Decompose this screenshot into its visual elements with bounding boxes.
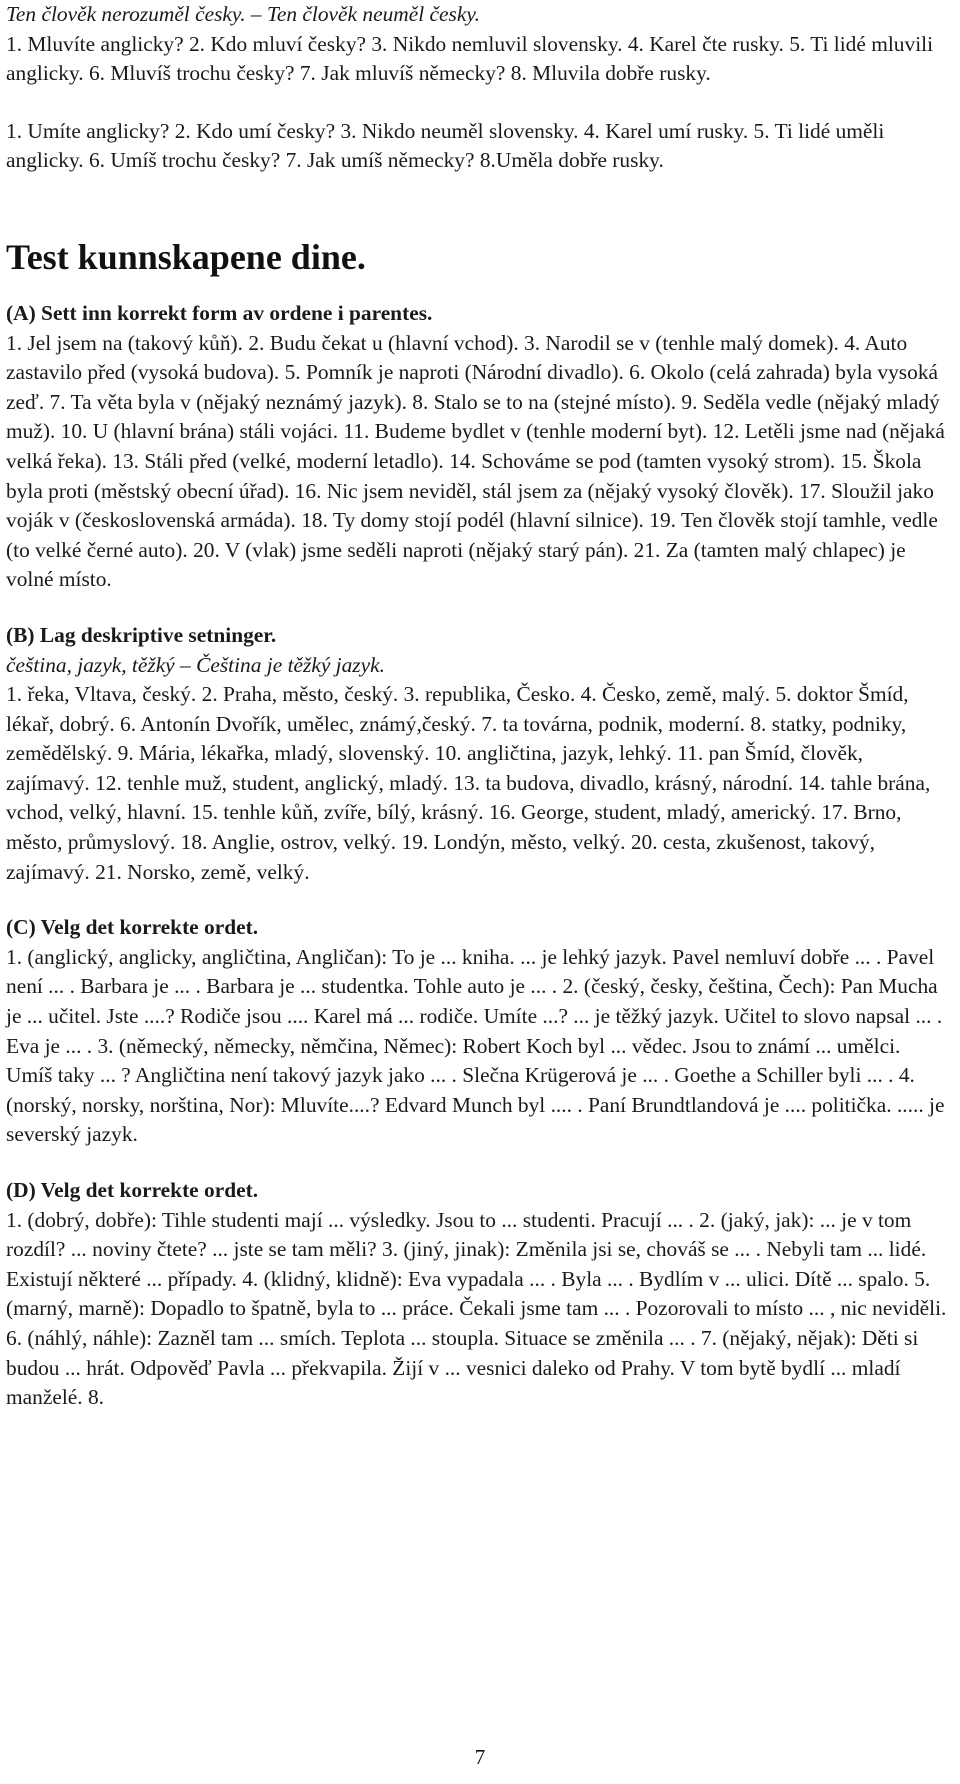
page-number: 7	[474, 1745, 486, 1769]
section-b-example: čeština, jazyk, těžký – Čeština je těžký jazyk.	[6, 652, 385, 677]
section-d-heading: (D) Velg det korrekte ordet.	[6, 1178, 259, 1202]
section-c-body: 1. (anglický, anglicky, angličtina, Angličan): To je ... kniha. ... je lehký jazyk. Pavel nemluví dobře ... . Pavel není ... . Barbara je ... . Barbara je ... studentka. Tohle auto je ... . 2. (český, česky, čeština, Čech): Pan Mucha je ... učitel. Jste ....? Rodiče jsou .... Karel má ... rodiče. Umíte ...? ... je těžký jazyk. Učitel to slovo napsal ... . Eva je ... . 3. (německý, německy, němčina, Němec): Robert Koch byl ... vědec. Jsou to známí ... umělci. Umíš taky ... ? Angličtina není takový jazyk jako ... . Slečna Krügerová je ... . Goethe a Schiller byli ... . 4. (norský, norsky, norština, Nor): Mluvíte....? Edvard Munch byl .... . Paní Brundtlandová je .... politička. ..... je severský jazyk.	[6, 944, 945, 1147]
intro-paragraph-umet: 1. Umíte anglicky? 2. Kdo umí česky? 3. Nikdo neuměl slovensky. 4. Karel umí rusky. 5. Ti lidé uměli anglicky. 6. Umíš trochu česky? 7. Jak umíš německy? 8.Uměla dobře rusky.	[6, 118, 885, 173]
document-page	[6, 0, 951, 1413]
intro-paragraph-mluvit: 1. Mluvíte anglicky? 2. Kdo mluví česky? 3. Nikdo nemluvil slovensky. 4. Karel čte rusky. 5. Ti lidé mluvili anglicky. 6. Mluvíš trochu česky? 7. Jak mluvíš německy? 8. Mluvila dobře rusky.	[6, 31, 934, 86]
section-a-body: 1. Jel jsem na (takový kůň). 2. Budu čekat u (hlavní vchod). 3. Narodil se v (tenhle malý domek). 4. Auto zastavilo před (vysoká budova). 5. Pomník je naproti (Národní divadlo). 6. Okolo (celá zahrada) byla vysoká zeď. 7. Ta věta byla v (nějaký neznámý jazyk). 8. Stalo se to na (stejné místo). 9. Seděla vedle (nějaký mladý muž). 10. U (hlavní brána) stáli vojáci. 11. Budeme bydlet v (tenhle moderní byt). 12. Letěli jsme nad (nějaká velká řeka). 13. Stáli před (velké, moderní letadlo). 14. Schováme se pod (tamten vysoký strom). 15. Škola byla proti (městský obecní úřad). 16. Nic jsem neviděl, stál jsem za (nějaký vysoký člověk). 17. Sloužil jako voják v (československá armáda). 18. Ty domy stojí podél (hlavní silnice). 19. Ten člověk stojí tamhle, vedle (to velké černé auto). 20. V (vlak) jsme seděli naproti (nějaký starý pán). 21. Za (tamten malý chlapec) je volné místo.	[6, 330, 945, 592]
intro-example-line: Ten člověk nerozuměl česky. – Ten člověk neuměl česky.	[6, 2, 480, 26]
page-title: Test kunnskapene dine.	[6, 236, 366, 277]
section-a-heading: (A) Sett inn korrekt form av ordene i parentes.	[6, 300, 433, 325]
section-b-heading: (B) Lag deskriptive setninger.	[6, 622, 277, 647]
section-d-body: 1. (dobrý, dobře): Tihle studenti mají ... výsledky. Jsou to ... studenti. Pracují ... . 2. (jaký, jak): ... je v tom rozdíl? ... noviny čtete? ... jste se tam měli? 3. (jiný, jinak): Změnila jsi se, chováš se ... . Nebyli tam ... lidé. Existují některé ... případy. 4. (klidný, klidně): Eva vypadala ... . Byla ... . Bydlím v ... ulici. Dítě ... spalo. 5. (marný, marně): Dopadlo to špatně, byla to ... práce. Čekali jsme tam ... . Pozorovali to místo ... , nic neviděli. 6. (náhlý, náhle): Zazněl tam ... smích. Teplota ... stoupla. Situace se změnila ... . 7. (nějaký, nějak): Děti si budou ... hrát. Odpověď Pavla ... překvapila. Žijí v ... vesnici daleko od Prahy. V tom bytě bydlí ... mladí manželé. 8.	[6, 1207, 947, 1410]
section-b-body: 1. řeka, Vltava, český. 2. Praha, město, český. 3. republika, Česko. 4. Česko, země, malý. 5. doktor Šmíd, lékař, dobrý. 6. Antonín Dvořík, umělec, známý,český. 7. ta továrna, podnik, moderní. 8. statky, podniky, zemědělský. 9. Mária, lékařka, mladý, slovenský. 10. angličtina, jazyk, lehký. 11. pan Šmíd, člověk, zajímavý. 12. tenhle muž, student, anglický, mladý. 13. ta budova, divadlo, krásný, národní. 14. tahle brána, vchod, velký, hlavní. 15. tenhle kůň, zvíře, bílý, krásný. 16. George, student, mladý, americký. 17. Brno, město, průmyslový. 18. Anglie, ostrov, velký. 19. Londýn, město, velký. 20. cesta, zkušenost, takový, zajímavý. 21. Norsko, země, velký.	[6, 682, 931, 884]
section-c-heading: (C) Velg det korrekte ordet.	[6, 915, 259, 940]
